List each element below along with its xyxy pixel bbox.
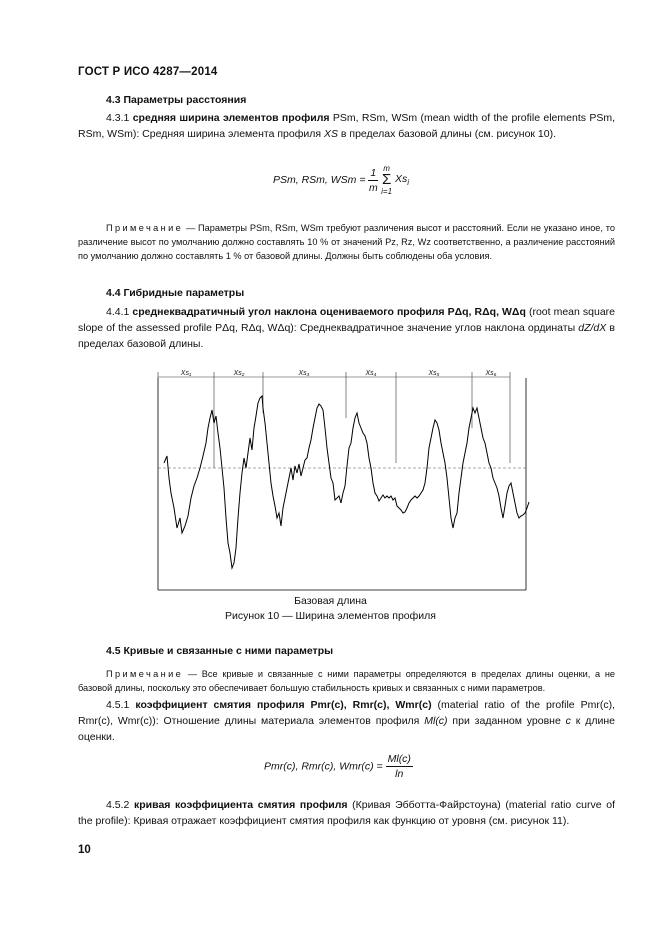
- definition-text: (material ratio of the profile Pmr(c), Rmr(c), Wmr(c)): Отношение длины материала элементов профиля: [78, 699, 615, 728]
- sigma-icon: Σ: [381, 171, 392, 188]
- paragraph-4-5-1: [78, 697, 615, 746]
- sum-upper: m: [383, 164, 390, 173]
- segment-label-6: Xs₆: [485, 370, 497, 377]
- fraction-numerator: Ml(c): [387, 753, 411, 765]
- term: среднеквадратичный угол наклона оцениваемого профиля PΔq, RΔq, WΔq: [132, 306, 526, 318]
- clause-number: 4.4.1: [106, 306, 133, 318]
- definition-mid: при заданном уровне: [447, 715, 566, 728]
- section-4-3-heading: 4.3 Параметры расстояния: [106, 94, 247, 106]
- symbol: Ml(c): [424, 715, 448, 728]
- paragraph-4-4-1: [78, 304, 615, 353]
- formula-subscript: i: [407, 178, 410, 188]
- segment-label-2: Xs₂: [233, 370, 245, 377]
- note-label: Примечание: [106, 669, 184, 679]
- formula-pmr: [264, 752, 413, 781]
- symbol-c: c: [565, 715, 571, 728]
- clause-number: 4.5.2: [106, 799, 134, 811]
- section-4-4-heading: 4.4 Гибридные параметры: [106, 287, 245, 299]
- formula-lhs: Pmr(c), Rmr(c), Wmr(c) =: [264, 760, 383, 773]
- definition-tail: в пределах базовой длины (см. рисунок 10).: [337, 128, 557, 141]
- note-label: Примечание: [106, 223, 184, 233]
- formula-psm: [273, 164, 409, 196]
- note-4-3: [78, 222, 615, 263]
- figure-axis-label: Базовая длина: [294, 595, 367, 607]
- figure-caption: Рисунок 10 — Ширина элементов профиля: [225, 610, 436, 622]
- term: кривая коэффициента смятия профиля: [134, 799, 348, 811]
- sum-lower: i=1: [381, 187, 393, 196]
- definition-text: (root mean square slope of the assessed profile PΔq, RΔq, WΔq): Среднеквадратичное значение углов наклона ординаты: [78, 306, 615, 335]
- clause-number: 4.5.1: [106, 699, 136, 711]
- paragraph-4-3-1: [78, 110, 615, 142]
- segment-label-1: Xs₁: [180, 370, 192, 377]
- term: средняя ширина элементов профиля: [132, 112, 330, 124]
- profile-curve: [164, 396, 529, 568]
- section-4-5-heading: 4.5 Кривые и связанные с ними параметры: [106, 645, 334, 657]
- segment-label-4: Xs₄: [365, 370, 377, 377]
- formula-term: Xs: [394, 172, 408, 185]
- clause-number: 4.3.1: [106, 112, 133, 124]
- symbol: dZ/dX: [578, 322, 607, 335]
- standard-header: ГОСТ Р ИСО 4287—2014: [78, 66, 218, 78]
- definition-tail: в пределах базовой длины.: [78, 322, 616, 351]
- fraction-denominator: m: [368, 181, 378, 194]
- segment-label-3: Xs₃: [298, 370, 310, 377]
- figure-profile-width: [150, 368, 540, 592]
- note-4-5: [78, 668, 615, 696]
- formula-lhs: PSm, RSm, WSm =: [273, 174, 366, 186]
- page-number: 10: [78, 844, 91, 856]
- note-text: — Все кривые и связанные с ними параметры определяются в пределах длины оценки, а не базовой длины, поскольку это обеспечивает большую стабильность кривых и связанных с ними параметров.: [78, 669, 615, 693]
- fraction-denominator: ln: [395, 768, 404, 780]
- segment-label-5: Xs₅: [428, 370, 440, 377]
- sum-operator: [381, 164, 392, 196]
- definition-text: (Кривая Эбботта-Файрстоуна) (material ratio curve of the profile): Кривая отражает коэффициент смятия профиля как функцию от уровня (см. рисунок 11).: [78, 799, 615, 828]
- note-text: — Параметры PSm, RSm, WSm требуют различения высот и расстояний. Если не указано иное, то различение высот по умолчанию должно составлять 10 % от значений Pz, Rz, Wz соответственно, а различение расстояний по умолчанию должно составлять 1 % от базовой длины. Должны быть соблюдены оба условия.: [78, 223, 615, 261]
- fraction-numerator: 1: [370, 166, 377, 179]
- paragraph-4-5-2: [78, 797, 615, 829]
- fraction: [386, 752, 413, 781]
- segment-labels: [180, 370, 497, 377]
- fraction: [368, 166, 378, 195]
- symbol: XS: [323, 128, 338, 141]
- term: коэффициент смятия профиля Pmr(c), Rmr(c), Wmr(c): [135, 699, 432, 711]
- segment-dividers: [158, 372, 510, 590]
- definition-tail: к длине оценки.: [78, 715, 615, 744]
- definition-text: PSm, RSm, WSm (mean width of the profile elements PSm, RSm, WSm): Средняя ширина элемента профиля: [78, 112, 615, 141]
